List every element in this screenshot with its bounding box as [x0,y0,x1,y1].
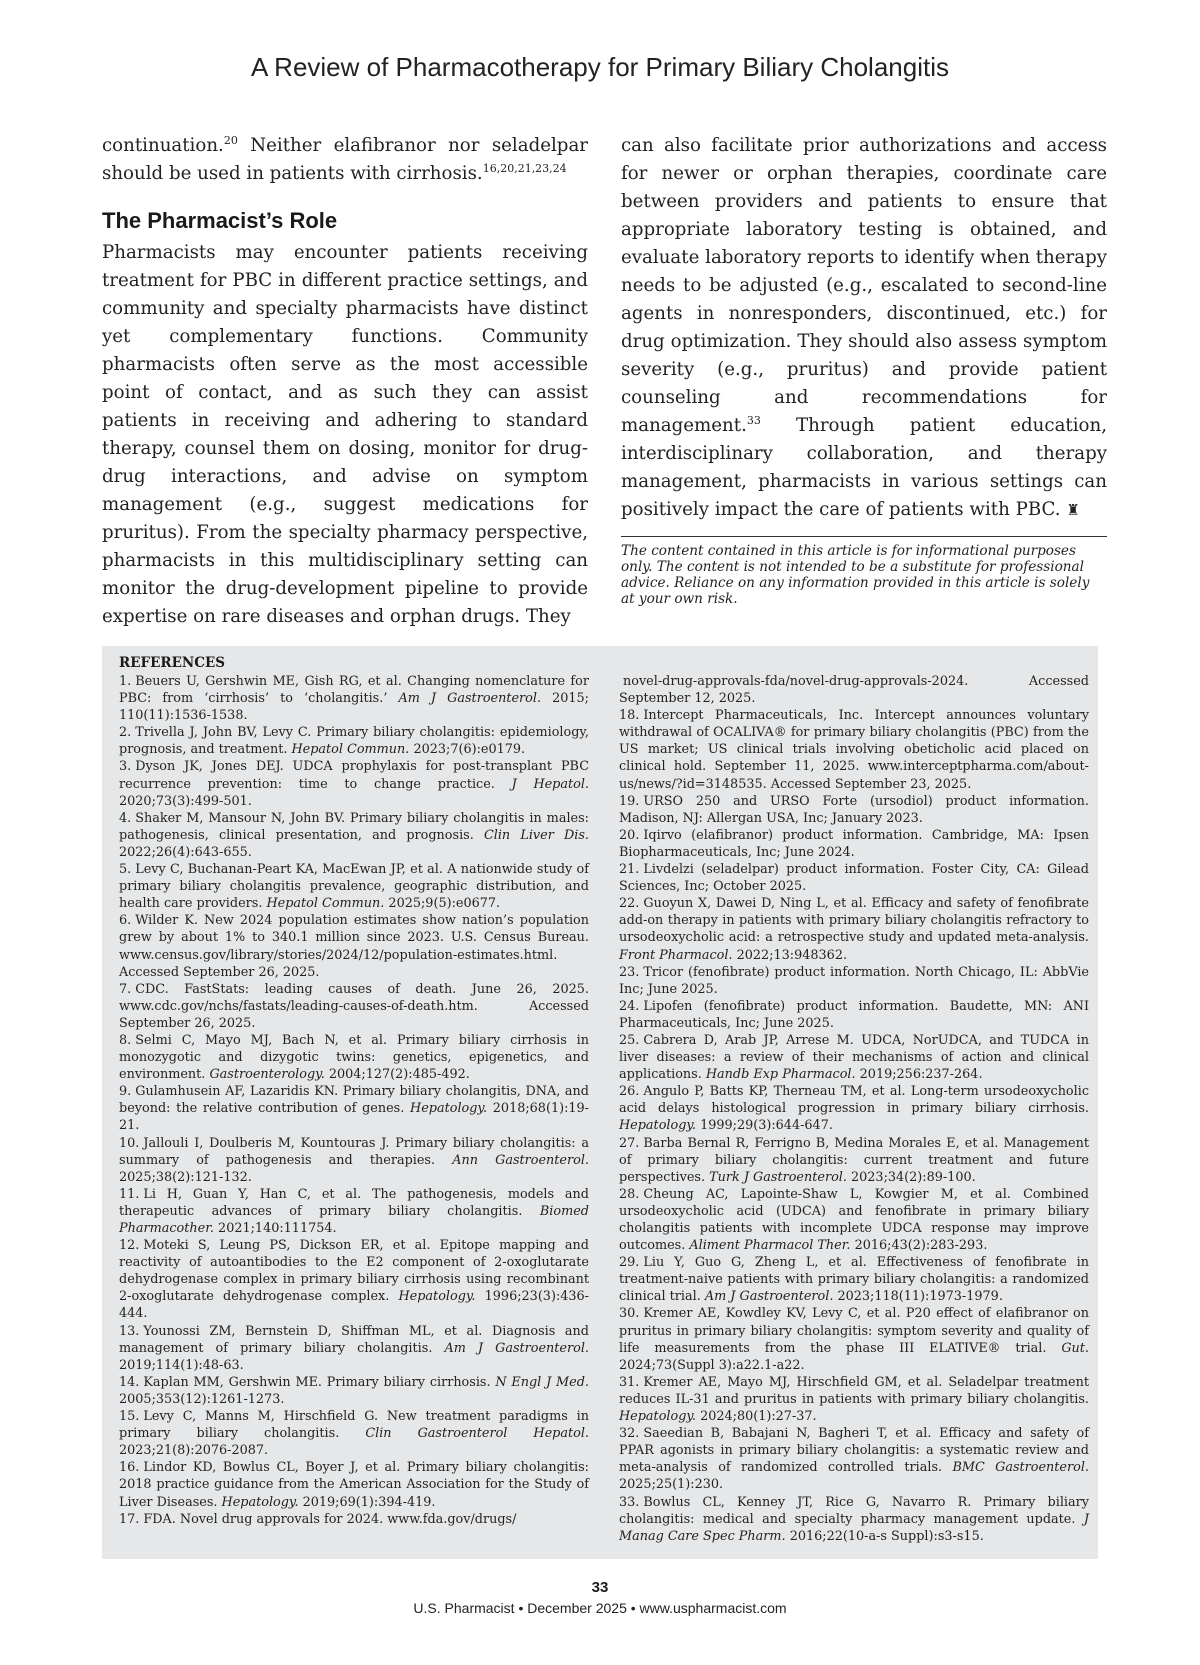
reference-item: 14. Kaplan MM, Gershwin ME. Primary biliary cirrhosis. N Engl J Med. 2005;353(12):1261-1273. [119,1374,589,1407]
reference-item: 6. Wilder K. New 2024 population estimates show nation’s population grew by about 1% to 340.1 million since 2023. U.S. Census Bureau. www.census.gov/library/stories/2024/12/population-estimates.html. Accessed September 26, 2025. [119,913,589,980]
reference-item: 8. Selmi C, Mayo MJ, Bach N, et al. Primary biliary cirrhosis in monozygotic and dizygotic twins: genetics, epigenetics, and environment. Gastroenterology. 2004;127(2):485-492. [119,1032,589,1083]
disclaimer: The content contained in this article is for informational purposes only. The content is not intended to be a substitute for professional advice. Reliance on any information provided in this article is solely at your own risk. [621,543,1090,607]
references-left-column [119,654,589,1528]
reference-item: 2. Trivella J, John BV, Levy C. Primary biliary cholangitis: epidemiology, prognosis, and treatment. Hepatol Commun. 2023;7(6):e0179. [119,725,589,758]
left-column [102,132,588,631]
reference-item: 7. CDC. FastStats: leading causes of death. June 26, 2025. www.cdc.gov/nchs/fastats/leading-causes-of-death.htm. Accessed September 26, 2025. [119,981,589,1031]
body-paragraph: Pharmacists may encounter patients receiving treatment for PBC in different practice settings, and community and specialty pharmacists have distinct yet complementary functions. Community pharmacists often serve as the most accessible point of contact, and as such they can assist patients in receiving and adhering to standard therapy, counsel them on dosing, monitor for drug-drug interactions, and advise on symptom management (e.g., suggest medications for pruritus). From the specialty pharmacy perspective, pharmacists in this multidisciplinary setting can monitor the drug-development pipeline to provide expertise on rare diseases and orphan drugs. They [102,242,588,627]
reference-item: 28. Cheung AC, Lapointe-Shaw L, Kowgier M, et al. Combined ursodeoxycholic acid (UDCA) and fenofibrate in primary biliary cholangitis patients with incomplete UDCA response may improve outcomes. Aliment Pharmacol Ther. 2016;43(2):283-293. [619,1186,1089,1254]
page-number: 33 [591,1579,609,1596]
citation: 16,20,21,23,24 [482,162,567,175]
reference-item: 17. FDA. Novel drug approvals for 2024. www.fda.gov/drugs/ [119,1511,517,1527]
reference-item: 11. Li H, Guan Y, Han C, et al. The pathogenesis, models and therapeutic advances of primary biliary cholangitis. Biomed Pharmacother. 2021;140:111754. [119,1186,589,1236]
reference-item: 5. Levy C, Buchanan-Peart KA, MacEwan JP, et al. A nationwide study of primary biliary cholangitis prevalence, geographic distribution, and health care providers. Hepatol Commun. 2025;9(5):e0677. [119,862,589,912]
reference-item: 16. Lindor KD, Bowlus CL, Boyer J, et al. Primary biliary cholangitis: 2018 practice guidance from the American Association for the Study of Liver Diseases. Hepatology. 2019;69(1):394-419. [119,1460,589,1510]
reference-item: 18. Intercept Pharmaceuticals, Inc. Intercept announces voluntary withdrawal of OCALIVA® for primary biliary cholangitis (PBC) from the US market; US clinical trials involving obeticholic acid placed on clinical hold. September 11, 2025. www.interceptpharma.com/about-us/news/?id=3148535. Accessed September 23, 2025. [619,708,1089,792]
body-paragraph: can also facilitate prior authorizations and access for newer or orphan therapies, coordinate care between providers and patients to ensure that appropriate laboratory testing is obtained, and evaluate laboratory reports to identify when therapy needs to be adjusted (e.g., escalated to second-line agents in nonresponders, discontinued, etc.) for drug optimization. They should also assess symptom severity (e.g., pruritus) and provide patient counseling and recommendations for management.$^{33}$ Through patient education, interdisciplinary collaboration, and therapy management, pharmacists in various settings can positively impact the care of patients with PBC. ♜ [621,135,1107,520]
reference-item: 25. Cabrera D, Arab JP, Arrese M. UDCA, NorUDCA, and TUDCA in liver diseases: a review of their mechanisms of action and clinical applications. Handb Exp Pharmacol. 2019;256:237-264. [619,1032,1089,1083]
references-title: REFERENCES [119,655,226,671]
references-right-column [619,673,1089,1545]
references-panel [102,646,1098,1559]
reference-item: 33. Bowlus CL, Kenney JT, Rice G, Navarro R. Primary biliary cholangitis: medical and specialty pharmacy management update. J Manag Care Spec Pharm. 2016;22(10-a-s Suppl):s3-s15. [619,1494,1089,1544]
right-column [621,132,1107,607]
reference-item: 22. Guoyun X, Dawei D, Ning L, et al. Efficacy and safety of fenofibrate add-on therapy in patients with primary biliary cholangitis refractory to ursodeoxycholic acid: a retrospective study and updated meta-analysis. Front Pharmacol. 2022;13:948362. [619,896,1089,963]
reference-item: 12. Moteki S, Leung PS, Dickson ER, et al. Epitope mapping and reactivity of autoantibodies to the E2 component of 2-oxoglutarate dehydrogenase complex in primary biliary cirrhosis using recombinant 2-oxoglutarate dehydrogenase complex. Hepatology. 1996;23(3):436-444. [119,1238,590,1322]
reference-item: 24. Lipofen (fenofibrate) product information. Baudette, MN: ANI Pharmaceuticals, Inc; June 2025. [619,998,1089,1031]
reference-item: 19. URSO 250 and URSO Forte (ursodiol) product information. Madison, NJ: Allergan USA, Inc; January 2023. [619,793,1089,826]
reference-item: 3. Dyson JK, Jones DEJ. UDCA prophylaxis for post-transplant PBC recurrence prevention: time to change practice. J Hepatol. 2020;73(3):499-501. [119,759,590,809]
divider [621,536,1107,537]
citation: 20 [223,134,238,147]
reference-item: 15. Levy C, Manns M, Hirschfield G. New treatment paradigms in primary biliary cholangitis. Clin Gastroenterol Hepatol. 2023;21(8):2076-2087. [119,1409,589,1459]
reference-item: 32. Saeedian B, Babajani N, Bagheri T, et al. Efficacy and safety of PPAR agonists in primary biliary cholangitis: a systematic review and meta-analysis of randomized controlled trials. BMC Gastroenterol. 2025;25(1):230. [619,1426,1089,1493]
reference-item: 4. Shaker M, Mansour N, John BV. Primary biliary cholangitis in males: pathogenesis, clinical presentation, and prognosis. Clin Liver Dis. 2022;26(4):643-655. [119,810,589,860]
reference-item: 9. Gulamhusein AF, Lazaridis KN. Primary biliary cholangitis, DNA, and beyond: the relative contribution of genes. Hepatology. 2018;68(1):19-21. [119,1084,589,1134]
reference-item: 13. Younossi ZM, Bernstein D, Shiffman ML, et al. Diagnosis and management of primary biliary cholangitis. Am J Gastroenterol. 2019;114(1):48-63. [119,1323,589,1373]
reference-item: 21. Livdelzi (seladelpar) product information. Foster City, CA: Gilead Sciences, Inc; October 2025. [619,862,1089,895]
reference-item: novel-drug-approvals-fda/novel-drug-approvals-2024. Accessed September 12, 2025. [619,674,1089,707]
footer: U.S. Pharmacist • December 2025 • www.uspharmacist.com [413,1600,787,1616]
reference-item: 30. Kremer AE, Kowdley KV, Levy C, et al. P20 effect of elafibranor on pruritus in primary biliary cholangitis: symptom severity and quality of life measurements from the phase III ELATIVE® trial. Gut. 2024;73(Suppl 3):a22.1-a22. [619,1306,1089,1373]
reference-item: 1. Beuers U, Gershwin ME, Gish RG, et al. Changing nomenclature for PBC: from ‘cirrhosis’ to ‘cholangitis.’ Am J Gastroenterol. 2015; 110(11):1536-1538. [119,674,589,724]
reference-item: 26. Angulo P, Batts KP, Therneau TM, et al. Long-term ursodeoxycholic acid delays histological progression in primary biliary cirrhosis. Hepatology. 1999;29(3):644-647. [619,1084,1089,1134]
end-of-article-icon: ♜ [1066,501,1080,519]
section-heading: The Pharmacist’s Role [102,208,338,233]
page-header: A Review of Pharmacotherapy for Primary Biliary Cholangitis [251,52,949,82]
reference-item: 27. Barba Bernal R, Ferrigno B, Medina Morales E, et al. Management of primary biliary cholangitis: current treatment and future perspectives. Turk J Gastroenterol. 2023;34(2):89-100. [619,1135,1089,1185]
reference-item: 20. Iqirvo (elafibranor) product information. Cambridge, MA: Ipsen Biopharmaceuticals, Inc; June 2024. [619,827,1089,860]
reference-item: 31. Kremer AE, Mayo MJ, Hirschfield GM, et al. Seladelpar treatment reduces IL-31 and pruritus in patients with primary biliary cholangitis. Hepatology. 2024;80(1):27-37. [619,1374,1089,1425]
reference-item: 23. Tricor (fenofibrate) product information. North Chicago, IL: AbbVie Inc; June 2025. [619,964,1089,997]
reference-item: 10. Jallouli I, Doulberis M, Kountouras J. Primary biliary cholangitis: a summary of pathogenesis and therapies. Ann Gastroenterol. 2025;38(2):121-132. [119,1135,589,1185]
reference-item: 29. Liu Y, Guo G, Zheng L, et al. Effectiveness of fenofibrate in treatment-naive patients with primary biliary cholangitis: a randomized clinical trial. Am J Gastroenterol. 2023;118(11):1973-1979. [619,1255,1089,1305]
continuation-paragraph: continuation.$^{20}$ Neither elafibranor nor seladelpar should be used in patients with cirrhosis.$^{16,20,21,23,24}$ [102,134,588,184]
citation: 33 [746,414,761,427]
